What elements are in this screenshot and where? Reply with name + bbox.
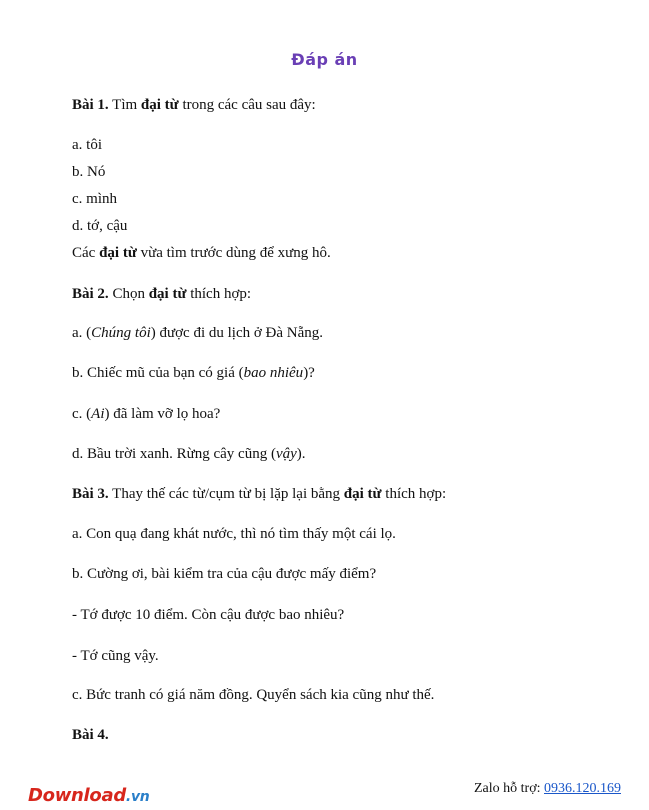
bai2-c-post: ) đã làm vỡ lọ hoa? [104, 406, 221, 422]
support-label: Zalo hỗ trợ: [474, 781, 544, 796]
download-logo[interactable] [28, 785, 149, 806]
bai3-dialogue-1: - Tớ được 10 điểm. Còn cậu được bao nhiêu? [72, 607, 345, 623]
bai1-note-bold: đại từ [99, 245, 137, 261]
bai2-a-pre: a. ( [72, 325, 92, 341]
bai3-heading: Bài 3. [72, 486, 109, 502]
bai1-prompt [72, 97, 316, 114]
bai2-a-pronoun: Chúng tôi [91, 325, 151, 341]
bai1-prompt-text-b: trong các câu sau đây: [178, 97, 316, 113]
bai2-a-post: ) được đi du lịch ở Đà Nẵng. [150, 325, 324, 341]
support-phone-link[interactable]: 0936.120.169 [544, 781, 621, 796]
bai2-answer-a [72, 325, 323, 342]
bai1-prompt-bold: đại từ [140, 97, 179, 113]
bai1-answer-d: d. tớ, cậu [72, 218, 128, 234]
logo-suffix-text: .vn [125, 789, 150, 805]
bai2-answer-b [72, 365, 315, 382]
bai1-answer-c: c. mình [72, 191, 117, 207]
bai3-prompt-text-b: thích hợp: [381, 486, 447, 502]
bai2-d-post: ). [296, 446, 306, 462]
bai1-note-text-a: Các [72, 245, 100, 261]
bai2-answer-c [72, 406, 220, 423]
bai2-prompt-text-b: thích hợp: [186, 286, 252, 302]
bai2-prompt-text-a: Chọn [108, 286, 149, 302]
bai3-line-b: b. Cường ơi, bài kiểm tra của cậu được mấy điểm? [72, 566, 377, 582]
bai3-line-c: c. Bức tranh có giá năm đồng. Quyển sách kia cũng như thế. [72, 687, 435, 703]
bai1-answer-a: a. tôi [72, 137, 102, 153]
bai2-b-pronoun: bao nhiêu [243, 365, 304, 381]
bai1-note-text-b: vừa tìm trước dùng để xưng hô. [136, 245, 331, 261]
bai1-note [72, 245, 331, 262]
bai2-c-pronoun: Ai [91, 406, 105, 422]
bai3-dialogue-2: - Tớ cũng vậy. [72, 648, 159, 664]
bai3-prompt-bold: đại từ [343, 486, 382, 502]
bai1-answer-b: b. Nó [72, 164, 106, 180]
bai2-heading: Bài 2. [72, 286, 109, 302]
bai3-prompt [72, 486, 446, 503]
bai3-line-a: a. Con quạ đang khát nước, thì nó tìm thấy một cái lọ. [72, 526, 396, 542]
bai2-c-pre: c. ( [72, 406, 92, 422]
logo-main-text: Download [28, 785, 126, 806]
bai2-prompt-bold: đại từ [148, 286, 187, 302]
bai2-d-pronoun: vậy [275, 446, 297, 462]
bai2-b-pre: b. Chiếc mũ của bạn có giá ( [72, 365, 244, 381]
bai4-heading: Bài 4. [72, 727, 109, 743]
bai1-heading: Bài 1. [72, 97, 109, 113]
bai2-answer-d [72, 446, 306, 463]
page-title: Đáp án [291, 50, 358, 69]
bai3-prompt-text-a: Thay thế các từ/cụm từ bị lặp lại bằng [108, 486, 344, 502]
bai2-d-pre: d. Bầu trời xanh. Rừng cây cũng ( [72, 446, 276, 462]
bai2-prompt [72, 286, 251, 303]
bai1-prompt-text-a: Tìm [108, 97, 141, 113]
bai2-b-post: )? [303, 365, 315, 381]
zalo-support [474, 781, 621, 797]
